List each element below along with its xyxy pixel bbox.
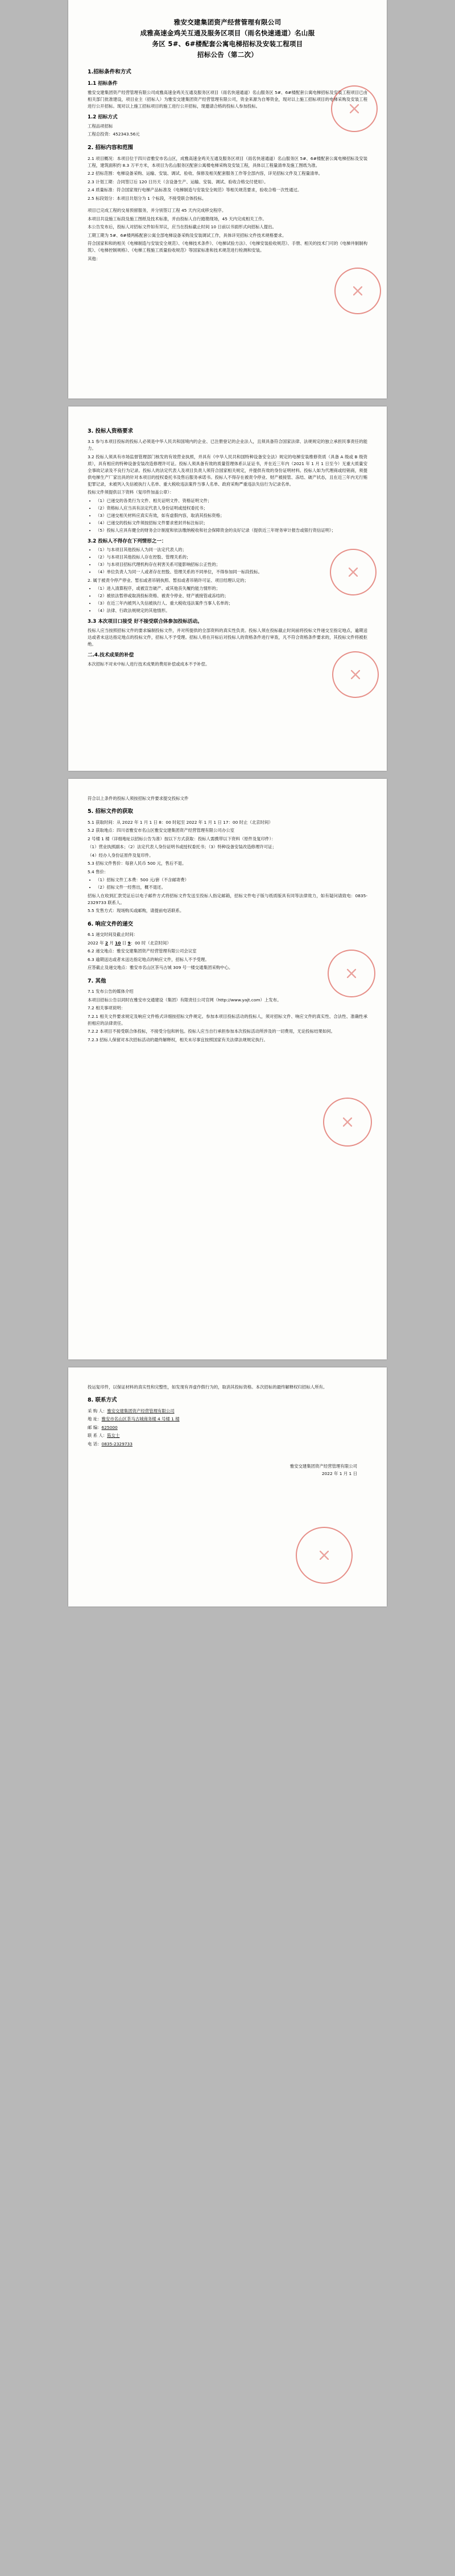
document-page-2 — [68, 406, 387, 771]
list-title-3: 投标文件须提供以下资料（复印件加盖公章）： — [88, 490, 174, 495]
contact-label: 采 购 人： — [88, 1408, 107, 1414]
contact-label: 联 系 人： — [88, 1433, 107, 1439]
paragraph-5-1: 5.1 获取时间：从 2022 年 1 月 1 日 8：00 时起至 2022 年 1 月 1 日 17：00 时止（北京时间） — [88, 819, 273, 825]
note-text: 符合以上条件的投标人须按招标文件要求提交投标文件 — [88, 795, 189, 801]
contact-value: 陈女士 — [107, 1433, 120, 1439]
list-item: • （4）法律、行政法规规定的其他情形。 — [96, 607, 367, 614]
list-item: • （1）已递交的各类行为文件、相关证明文件、资格证明文件； — [96, 498, 367, 504]
deadline-hour: 9 — [127, 940, 131, 946]
list-item: • （3）与本项目招标代理机构存在利害关系可能影响招标公正性的； — [96, 561, 367, 568]
subsection-3-3: 3.3 本次项目口接受 好不接受联合体参加投标活动。 — [88, 619, 202, 625]
paragraph-2-7: 本项目共设施工标段及施工图纸及技术标准，并由投标人自行踏勘现场，45 天内完成相关工作。 — [88, 216, 267, 221]
paragraph-1-1: 雅安交建集团资产经营管理有限公司成雅高速金鸡关互通及服务区项目（雨名快速通道）名山服务区 5#、6#楼配套公寓电梯招标及安装工程项目已由相关部门批准建设，项目业主（招标人）为雅安交建集团资产经营管理有限公司，资金来源为自筹资金，现对以上施工招标项目的电梯采购及安装工程进行公开招标。现对以上施工招标项目的施工进行公开招标，现邀请合格的投标人参加投标。 — [88, 90, 367, 109]
title-line-1: 雅安交建集团资产经营管理有限公司 — [173, 18, 282, 26]
paragraph-6-1: 6.1 递交时间及截止时间： — [88, 932, 138, 938]
section-heading-8: 8. 联系方式 — [88, 1397, 117, 1404]
paragraph-2-8: 本公告发布后，投标人对招标文件如有异议，应当在投标截止时间 10 日前以书面形式向招标人提出。 — [88, 224, 276, 230]
deadline-mid: 月 — [108, 940, 115, 946]
contact-row — [88, 1408, 367, 1415]
title-line-2: 成雅高速金鸡关互通及服务区项目（雨名快速通道）名山服 — [140, 28, 315, 37]
list-item: • （1）与本项目其他投标人为同一法定代表人的； — [96, 547, 367, 553]
paragraph-2-4: 2.4 质量标准：符合国家现行电梯产品标准及《电梯制造与安装安全规范》等相关规范要求，验收合格一次性通过。 — [88, 187, 302, 193]
deadline-prefix: 2022 年 — [88, 940, 105, 946]
subsection-1-2: 1.2 招标方式 — [88, 114, 118, 120]
paragraph-1-2: 工程品项招标 — [88, 123, 113, 129]
paragraph-6-2: 6.2 递交地点：雅安交建集团资产经营管理有限公司会议室 — [88, 948, 197, 954]
section-heading-3: 3. 投标人资格要求 — [88, 428, 134, 434]
list-item: • （2）与本项目其他投标人存在控股、管理关系的； — [96, 554, 367, 561]
paragraph-5-8: 招标人在收到汇款凭证后以电子邮件方式将招标文件发送至投标人指定邮箱，招标文件电子版与纸质版具有同等法律效力，如有疑问请致电：0835-2329733 联系人。 — [88, 893, 367, 905]
contact-label: 邮 编： — [88, 1424, 102, 1430]
deadline-suffix: ：00 时（北京时间） — [130, 940, 171, 946]
official-seal-stamp — [323, 1098, 372, 1147]
note-line — [88, 795, 367, 802]
document-page-1 — [68, 0, 387, 398]
contact-value: 雅安市名山区茶马古城商务楼 4 号楼 1 楼 — [101, 1416, 180, 1422]
paragraph-7-2: 本项目招标公告以同时在雅安市交通建设（集团）有限责任公司官网（http://www.yajt.com）上发布。 — [88, 997, 282, 1003]
requirement-list-a — [88, 498, 367, 534]
paragraph-5-4: （1）营业执照副本；（2）法定代表人身份证明书或授权委托书；（3）特种设备安装改造修理许可证； — [88, 844, 276, 850]
list-item: • （2）招标文件一经售出，概不退还。 — [96, 884, 367, 891]
paragraph-5-6: 5.3 招标文件售价：每套人民币 500 元，售后不退。 — [88, 861, 187, 866]
official-seal-stamp — [296, 1527, 353, 1584]
fee-list — [88, 877, 367, 891]
contact-value: 625000 — [101, 1424, 118, 1430]
subsection-1-1: 1.1 招标条件 — [88, 81, 118, 87]
paragraph-5-7: 5.4 售价： — [88, 869, 109, 874]
paragraph-7-6: 7.2.3 招标人保留对本次招标活动的最终解释权，相关未尽事宜按照国家有关法律法规规定执行。 — [88, 1037, 268, 1042]
paragraph-7-5: 7.2.2 本项目不接受联合体投标，不接受分包和转包。投标人应当自行承担参加本次投标活动所涉及的一切费用，无论投标结果如何。 — [88, 1029, 336, 1034]
title-line-4: 招标公告（第二次） — [197, 50, 258, 59]
deadline-month: 2 — [105, 940, 109, 946]
subsection-3-2: 3.2 投标人不得存在下列情形之一： — [88, 538, 167, 544]
contact-row — [88, 1416, 367, 1423]
contact-row — [88, 1424, 367, 1431]
paragraph-6-3: 6.3 逾期送达或者未送达指定地点的响应文件，招标人不予受理。 — [88, 956, 209, 962]
paragraph-2-1: 2.1 项目概况：本项目位于四川省雅安市名山区，成雅高速金鸡关互通及服务区项目（雨名快速通道）名山服务区 5#、6#楼配套公寓电梯招标及安装工程，建筑面积约 8.3 万平方米，本项目为名山服务区配套公寓楼电梯采购及安装工程，具体以工程量清单及施工图纸为准。 — [88, 155, 367, 168]
section-heading-1: 1.招标条件和方式 — [88, 68, 131, 75]
list-item: • （4）单位负责人为同一人或者存在控股、管理关系的不同单位，不得参加同一标段投标。 — [96, 569, 367, 576]
paragraph-3-2: 3.2 投标人须具有市场监督管理部门核发的有效营业执照，并具有《中华人民共和国特种设备安全法》规定的电梯安装维修资质（具备 A 级或 B 级资质），具有相应的特种设备安装改造修理许可证。投标人须具备有效的质量管理体系认证证书，并在近三年内（2021 年 1 月 1 日至今）无重大质量安全事故记录及不良行为记录。投标人的法定代表人及项目负责人须符合国家相关规定，并提供有效的身份证明材料。投标人如为代理商或经销商，须提供电梯生产厂家出具的针对本项目的授权委托书及售后服务承诺书。投标人不得存在被责令停业、财产被接管、冻结、破产状态，且在近三年内无行贿犯罪记录，未被列入失信被执行人名单、重大税收违法案件当事人名单、政府采购严重违法失信行为记录名单。 — [88, 454, 367, 487]
page-title — [88, 17, 367, 60]
paragraph-7-3: 7.2 相关事项说明： — [88, 1005, 125, 1011]
paragraph-2-11: 其他： — [88, 256, 101, 261]
document-page-4 — [68, 1367, 387, 1607]
paragraph-5-3: 2 号楼 1 楼（详细地址以招标公告为准）按以下方式获取：投标人需携带以下资料（原件及复印件）： — [88, 836, 276, 841]
list-item: • （2）被依法暂停或取消投标资格、被责令停业、财产被接管或冻结的； — [96, 593, 367, 599]
deadline-line — [88, 940, 367, 947]
paragraph-7-4: 7.2.1 相关文件要求规定及响应文件格式详细按招标文件规定。参加本项目投标活动的投标人，须对招标文件、响应文件的真实性、合法性、准确性承担相应的法律责任。 — [88, 1013, 367, 1026]
list-item: • （4）已递交的投标文件须按招标文件要求密封并标注标识； — [96, 520, 367, 527]
paragraph-1-3: 工程总投资：452343.56元 — [88, 132, 140, 137]
paragraph-2-10: 符合国家和和的相关《电梯制造与安装安全规范》、《电梯技术条件》、《电梯试验方法》、《电梯安装验收规范》、手册、相关的技术门可的《电梯井制制构筑》、《电梯控制规格》、《电梯工程施工质量验收规范》等国家标准和技术规范进行检测和安装。 — [88, 241, 367, 253]
contact-label: 电 话： — [88, 1441, 102, 1447]
contact-label: 地 址： — [88, 1416, 102, 1422]
contact-value: 0835-2329733 — [101, 1441, 133, 1447]
list-item: • （3）在近三年内被列入失信被执行人、重大税收违法案件当事人名单的； — [96, 600, 367, 607]
section-heading-6: 6. 响应文件的递交 — [88, 921, 134, 928]
paragraph-2-3: 2.3 计划工期：合同签订后 120 日历天（含设备生产、运输、安装、调试、验收合格交付使用）。 — [88, 179, 268, 184]
requirement-list-c — [88, 585, 367, 614]
list-item: • （5）投标人应具有健全的财务会计制度和依法缴纳税收和社会保障资金的良好记录（提供近三年财务审计报告或银行资信证明）； — [96, 527, 367, 534]
paragraph-8-0: 投运复印件，以保证材料的真实性和完整性，如发现有弄虚作假行为的，取消其投标资格。本次招标的最终解释权归招标人所有。 — [88, 1384, 328, 1390]
paragraph-6-4: 应答截止及递交地点：雅安市名山区茶马古城 309 号一楼交通集团采购中心。 — [88, 965, 233, 971]
official-seal-stamp — [334, 268, 381, 314]
paragraph-2-6: 项目已完成工程的交易预留服务，并分别签订工程 45 天内完成移交程序。 — [88, 208, 226, 213]
contact-row — [88, 1441, 367, 1448]
signature-company: 雅安交建集团资产经营管理有限公司 — [289, 1463, 357, 1469]
paragraph-3-1: 3.1 参与本项目投标的投标人必须是中华人民共和国境内的企业、已注册登记的企业法人，且须具备符合国家法律、法规规定的独立承担民事责任的能力。 — [88, 439, 367, 451]
paragraph-3-5: 本次招标不对未中标人进行技术成果的费用补偿或成本不予补偿。 — [88, 662, 210, 667]
list-item: • （1）招标文件工本费：500 元/套（不含邮寄费） — [96, 877, 367, 884]
section-heading-7: 7. 其他 — [88, 978, 106, 985]
deadline-mid2: 日 — [121, 940, 128, 946]
section-heading-2: 2. 招标内容和范围 — [88, 145, 134, 151]
deadline-day: 10 — [115, 940, 121, 946]
section-heading-5: 5. 招标文件的获取 — [88, 808, 134, 815]
paragraph-2-5: 2.5 标段划分：本项目共划分为 1 个标段，不接受联合体投标。 — [88, 195, 206, 201]
paragraph-5-9: 5.5 发售方式：现场购买或邮购，请提前电话联系。 — [88, 908, 184, 914]
list-item: • （2）资格标人应当具有法定代表人身份证明或授权委托书； — [96, 505, 367, 512]
paragraph-2-9: 工期工期为 5#、6#楼两栋配套公寓全部电梯设备采购及安装调试工作，具体详见招标文件技术规格要求。 — [88, 232, 287, 238]
signature-block — [88, 1462, 367, 1478]
paragraph-2-2: 2.2 招标范围：电梯设备采购、运输、安装、调试、验收、保修及相关配套服务工作等全部内容，详见招标文件及工程量清单。 — [88, 171, 323, 176]
list-item: • （1）进入清算程序，或被宣告破产、或其他丧失履约能力情形的； — [96, 585, 367, 592]
paragraph-5-2: 5.2 获取地点：四川省雅安市名山区雅安交建集团资产经营管理有限公司办公室 — [88, 828, 234, 833]
paragraph-3-3: 2. 属于被责令停产停业、暂扣或者吊销执照、暂扣或者吊销许可证、项目经理认定的； — [88, 577, 249, 583]
requirement-list-b — [88, 547, 367, 576]
subsection-4: 二.4.技术成果的补偿 — [88, 652, 134, 659]
list-item: • （3）已递交相关材料应真实有效，如有虚假内容，取消其投标资格； — [96, 512, 367, 519]
paragraph-3-4: 投标人应当按照招标文件的要求编制投标文件，并对所提供的全部资料的真实性负责。投标人须在投标截止时间前将投标文件递交至指定地点，逾期送达或者未送达指定地点的投标文件，招标人不予受理。招标人将在开标后对投标人的资格条件进行审查，凡不符合资格条件要求的，其投标文件将被拒绝。 — [88, 628, 367, 647]
paragraph-5-5: （4）经办人身份证原件及复印件。 — [88, 852, 154, 858]
contact-row — [88, 1432, 367, 1439]
document-page-3 — [68, 779, 387, 1359]
title-line-3: 务区 5#、6#楼配套公寓电梯招标及安装工程项目 — [152, 39, 303, 48]
signature-date: 2022 年 1 月 1 日 — [321, 1470, 357, 1476]
paragraph-7-1: 7.1 发布公告的媒体介绍 — [88, 989, 134, 995]
contact-value: 雅安交建集团资产经营管理有限公司 — [107, 1408, 175, 1414]
